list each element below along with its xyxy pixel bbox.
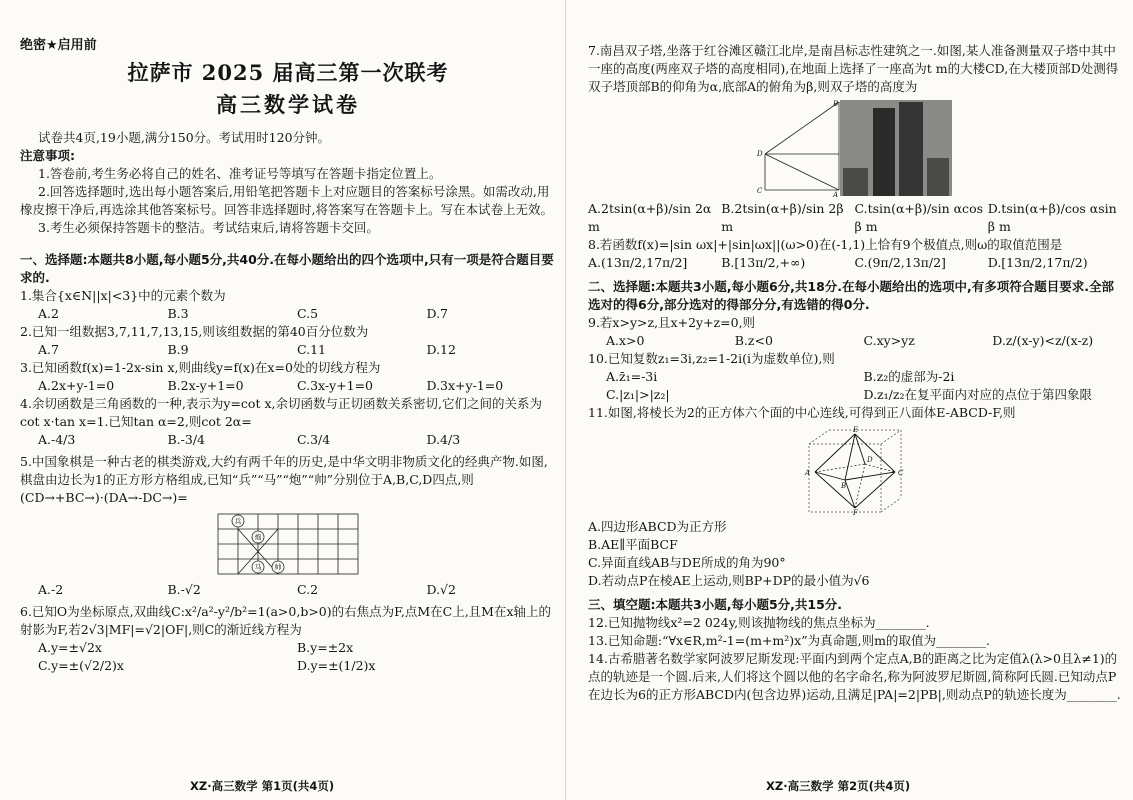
octahedron-figure [795, 424, 915, 516]
vertex-c-label: C [897, 469, 903, 477]
question-9: 9.若x>y>z,且x+2y+z=0,则 [588, 315, 756, 330]
section-1-heading: 一、选择题:本题共8小题,每小题5分,共40分.在每小题给出的四个选项中,只有一项是符合题目要求的. [20, 252, 554, 285]
option: B.-√2 [167, 582, 201, 597]
option: D.4/3 [426, 432, 461, 447]
option: C.5 [297, 306, 319, 321]
option: D.7 [426, 306, 449, 321]
exam-subtitle: 高三数学试卷 [216, 92, 360, 117]
option: A.y=±√2x [38, 640, 102, 655]
point-b-label: B [832, 100, 838, 108]
option: A.z̄₁=-3i [606, 369, 658, 384]
option: D.[13π/2,17π/2) [987, 255, 1088, 270]
question-4-options [20, 431, 556, 449]
option: D.z/(x-y)<z/(x-z) [992, 333, 1094, 348]
notice-1: 1.答卷前,考生务必将自己的姓名、准考证号等填写在答题卡指定位置上。 [38, 166, 442, 181]
question-3: 3.已知函数f(x)=1-2x-sin x,则曲线y=f(x)在x=0处的切线方程为 [20, 360, 381, 375]
page-2 [566, 0, 1133, 800]
option: C.2 [297, 582, 319, 597]
question-1: 1.集合{x∈N||x|<3}中的元素个数为 [20, 288, 226, 303]
notice-3: 3.考生必须保持答题卡的整洁。考试结束后,请将答题卡交回。 [38, 220, 379, 235]
question-6-options [20, 639, 556, 675]
question-6: 6.已知O为坐标原点,双曲线C:x²/a²-y²/b²=1(a>0,b>0)的右焦点为F,点M在C上,且M在x轴上的射影为F,若2√3|MF|=√2|OF|,则C的渐近线方程为 [20, 604, 552, 637]
option: A.(13π/2,17π/2] [588, 255, 688, 270]
option: D.√2 [426, 582, 456, 597]
option: B.[13π/2,+∞) [721, 255, 806, 270]
option: B.y=±2x [297, 640, 354, 655]
question-11: 11.如图,将棱长为2的正方体六个面的中心连线,可得到正八面体E-ABCD-F,则 [588, 405, 1016, 420]
chess-piece-shuai: 帅 [274, 563, 282, 572]
question-10-options [588, 368, 1121, 404]
option: C.xy>yz [863, 333, 915, 348]
question-5-options [20, 581, 556, 599]
option: B.2tsin(α+β)/sin 2β m [721, 201, 844, 234]
question-8-options [588, 254, 1121, 272]
page-2-footer: XZ·高三数学 第2页(共4页) [766, 779, 911, 793]
question-7: 7.南昌双子塔,坐落于红谷滩区赣江北岸,是南昌标志性建筑之一.如图,某人准备测量双子塔中其中一座的高度(两座双子塔的高度相同),在地面上选择了一座高为t m的大楼CD,在大楼顶部D处测得双子塔顶部B的仰角为α,底部A的俯角为β,则双子塔的高度为 [588, 43, 1119, 94]
question-3-options [20, 377, 556, 395]
question-9-options [588, 332, 1121, 350]
vertex-f-label: F [852, 509, 858, 516]
option: A.-4/3 [38, 432, 76, 447]
question-12: 12.已知抛物线x²=2 024y,则该抛物线的焦点坐标为________. [588, 615, 930, 630]
option: C.y=±(√2/2)x [38, 658, 124, 673]
option: C.3/4 [297, 432, 331, 447]
option: A.x>0 [606, 333, 645, 348]
chess-piece-pao: 炮 [254, 533, 262, 542]
option: B.z<0 [734, 333, 773, 348]
point-c-label: C [756, 187, 762, 195]
question-11-option-c: C.异面直线AB与DE所成的角为90° [588, 555, 786, 570]
option: A.2tsin(α+β)/sin 2α m [588, 201, 712, 234]
option: C.tsin(α+β)/sin αcos β m [854, 201, 984, 234]
option: D.3x+y-1=0 [426, 378, 504, 393]
section-3-heading: 三、填空题:本题共3小题,每小题5分,共15分. [588, 597, 843, 612]
notice-2: 2.回答选择题时,选出每小题答案后,用铅笔把答题卡上对应题目的答案标号涂黑。如需改动,用橡皮擦干净后,再选涂其他答案标号。回答非选择题时,将答案写在答题卡上。写在本试卷上无效。 [20, 184, 553, 217]
question-2-options [20, 341, 556, 359]
option: B.3 [167, 306, 189, 321]
question-7-options [588, 200, 1121, 236]
option: A.2x+y-1=0 [38, 378, 115, 393]
vertex-b-label: B [840, 482, 846, 490]
option: D.12 [426, 342, 456, 357]
question-4: 4.余切函数是三角函数的一种,表示为y=cot x,余切函数与正切函数关系密切,它们之间的关系为cot x·tan x=1.已知tan α=2,则cot 2α= [20, 396, 542, 429]
option: C.|z₁|>|z₂| [606, 387, 670, 402]
option: B.2x-y+1=0 [167, 378, 244, 393]
exam-intro: 试卷共4页,19小题,满分150分。考试用时120分钟。 [38, 130, 331, 145]
question-2: 2.已知一组数据3,7,11,7,13,15,则该组数据的第40百分位数为 [20, 324, 369, 339]
exam-title: 拉萨市 2025 届高三第一次联考 [127, 60, 449, 85]
option: D.y=±(1/2)x [297, 658, 376, 673]
question-10: 10.已知复数z₁=3i,z₂=1-2i(i为虚数单位),则 [588, 351, 835, 366]
option: A.-2 [38, 582, 64, 597]
chess-piece-bing: 兵 [234, 517, 242, 526]
option: A.2 [38, 306, 59, 321]
question-14: 14.古希腊著名数学家阿波罗尼斯发现:平面内到两个定点A,B的距离之比为定值λ(λ>0且λ≠1)的点的轨迹是一个圆.后来,人们将这个圆以他的名字命名,称为阿波罗尼斯圆,简称阿氏圆.已知动点P在边长为6的正方形ABCD内(包含边界)运动,且满足|PA|=2|PB|,则动点P的轨迹长度为________. [588, 651, 1121, 702]
question-11-option-d: D.若动点P在棱AE上运动,则BP+DP的最小值为√6 [588, 573, 870, 588]
option: B.z₂的虚部为-2i [863, 369, 955, 384]
question-11-option-a: A.四边形ABCD为正方形 [588, 519, 727, 534]
option: D.z₁/z₂在复平面内对应的点位于第四象限 [863, 387, 1092, 402]
option: A.7 [38, 342, 59, 357]
question-8: 8.若函数f(x)=|sin ωx|+|sin|ωx||(ω>0)在(-1,1)上恰有9个极值点,则ω的取值范围是 [588, 237, 1063, 252]
vertex-d-label: D [866, 456, 873, 464]
question-5: 5.中国象棋是一种古老的棋类游戏,大约有两千年的历史,是中华文明非物质文化的经典产物.如图,棋盘由边长为1的正方形方格组成,已知“兵”“马”“炮”“帅”分别位于A,B,C,D四点,则(CD→+BC→)·(DA→-DC→)= [20, 454, 548, 505]
section-2-heading: 二、选择题:本题共3小题,每小题6分,共18分.在每小题给出的选项中,有多项符合题目要求.全部选对的得6分,部分选对的得部分分,有选错的得0分. [588, 279, 1115, 312]
question-13: 13.已知命题:“∀x∈R,m²-1=(m+m²)x”为真命题,则m的取值为________. [588, 633, 990, 648]
page-1-footer: XZ·高三数学 第1页(共4页) [190, 779, 335, 793]
notice-heading: 注意事项: [20, 148, 75, 163]
point-d-label: D [756, 150, 763, 158]
option: C.(9π/2,13π/2] [854, 255, 946, 270]
option: C.3x-y+1=0 [297, 378, 374, 393]
chessboard-figure [213, 509, 363, 579]
twin-tower-figure [755, 98, 955, 198]
question-1-options [20, 305, 556, 323]
chess-piece-ma: 马 [254, 563, 262, 572]
option: B.9 [167, 342, 189, 357]
point-a-label: A [832, 191, 838, 198]
vertex-a-label: A [804, 469, 810, 477]
option: D.tsin(α+β)/cos αsin β m [987, 201, 1117, 234]
option: B.-3/4 [167, 432, 205, 447]
page-1 [0, 0, 566, 800]
secret-mark: 绝密★启用前 [20, 38, 97, 53]
option: C.11 [297, 342, 326, 357]
question-11-option-b: B.AE∥平面BCF [588, 537, 678, 552]
vertex-e-label: E [852, 426, 858, 434]
